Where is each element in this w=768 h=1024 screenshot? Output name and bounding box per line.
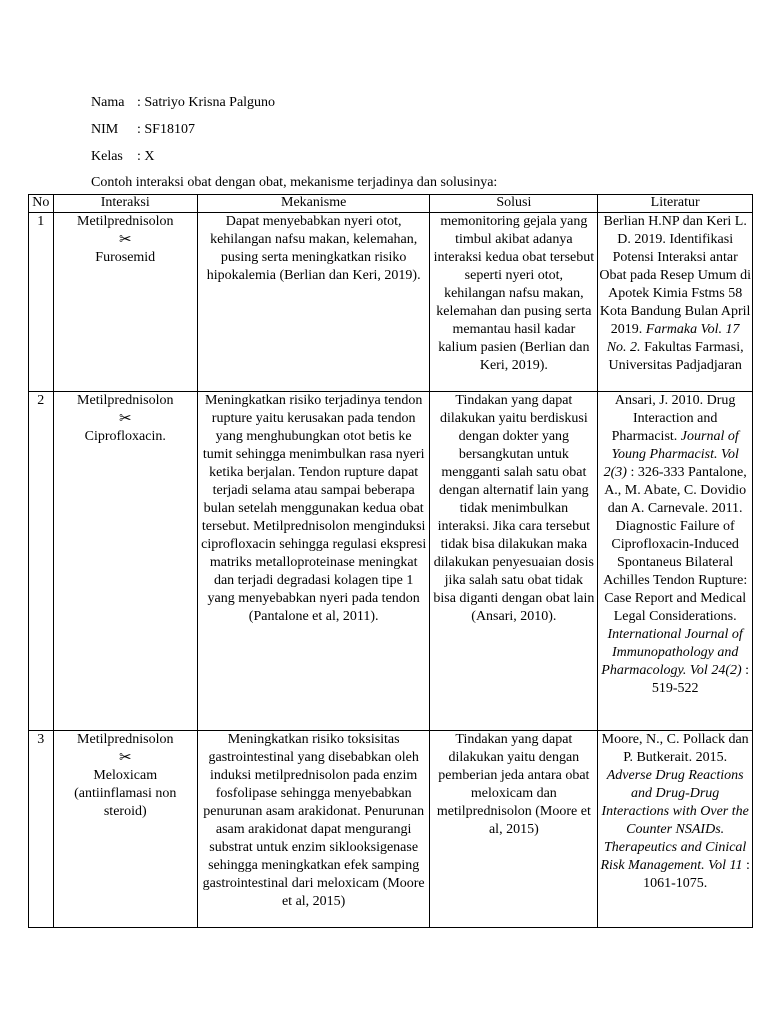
row-number: 2 xyxy=(29,392,54,731)
interaction-symbol-icon: ✂ xyxy=(118,750,132,766)
reference-end-2: : 519-522 xyxy=(651,663,750,696)
column-header-solusi: Solusi xyxy=(430,195,598,213)
row-number: 3 xyxy=(29,731,54,928)
reference-journal-2: International Journal of Immunopathology and Pharmacology. Vol 24(2) xyxy=(601,627,743,678)
reference-end: Fakultas Farmasi, Universitas Padjadjaran xyxy=(608,340,744,373)
kelas-label: Kelas xyxy=(91,149,123,164)
reference-end: : 326-333 xyxy=(630,465,685,480)
name-value: : Satriyo Krisna Palguno xyxy=(137,95,276,110)
reference-journal: Adverse Drug Reactions and Drug-Drug Interactions with Over the Counter NSAIDs. Therapeutics and Cinical Risk Management. Vol 11 xyxy=(600,768,749,873)
column-header-interaksi: Interaksi xyxy=(53,195,197,213)
reference-cell xyxy=(598,731,753,928)
interaction-cell xyxy=(53,392,197,731)
interaction-cell xyxy=(53,731,197,928)
drug-a: Metilprednisolon xyxy=(77,732,174,747)
drug-b: Meloxicam xyxy=(93,768,158,783)
drug-a: Metilprednisolon xyxy=(77,393,174,408)
interaction-cell xyxy=(53,213,197,392)
nim-label: NIM xyxy=(91,122,119,137)
reference-end: : 1061-1075. xyxy=(643,858,750,891)
mechanism-cell: Dapat menyebabkan nyeri otot, kehilangan nafsu makan, kelemahan, pusing serta meningkatkan risiko hipokalemia (Berlian dan Keri, 2019). xyxy=(197,213,429,392)
drug-b-note: (antiinflamasi non steroid) xyxy=(74,786,177,819)
column-header-no: No xyxy=(29,195,54,213)
name-label: Nama xyxy=(91,95,125,110)
table-row xyxy=(29,392,753,731)
drug-b: Furosemid xyxy=(95,250,156,265)
interaction-table xyxy=(28,194,753,928)
reference-text: Moore, N., C. Pollack dan P. Butkerait. 2015. xyxy=(601,732,749,765)
reference-text: Ansari, J. 2010. Drug Interaction and Pharmacist. xyxy=(611,393,736,444)
intro-text: Contoh interaksi obat dengan obat, mekanisme terjadinya dan solusinya: xyxy=(91,175,498,190)
reference-journal: Farmaka Vol. 17 No. 2. xyxy=(606,322,740,355)
reference-cell xyxy=(598,213,753,392)
row-number: 1 xyxy=(29,213,54,392)
drug-a: Metilprednisolon xyxy=(77,214,174,229)
reference-journal: Journal of Young Pharmacist. Vol 2(3) xyxy=(603,429,739,480)
solution-cell: Tindakan yang dapat dilakukan yaitu berdiskusi dengan dokter yang bersangkutan untuk mengganti salah satu obat dengan alternatif lain yang tidak menimbulkan interaksi. Jika cara tersebut tidak bisa dilakukan maka dilakukan penyesuaian dosis jika salah satu obat tidak bisa diganti dengan obat lain (Ansari, 2010). xyxy=(430,392,598,731)
column-header-literatur: Literatur xyxy=(598,195,753,213)
mechanism-cell: Meningkatkan risiko terjadinya tendon rupture yaitu kerusakan pada tendon yang menghubungkan otot betis ke tumit sehingga menimbulkan rasa nyeri ketika berjalan. Tendon rupture dapat terjadi selama atau sampai beberapa bulan setelah menggunakan kedua obat tersebut. Metilprednisolon menginduksi ciprofloxacin sehingga regulasi ekspresi matriks metalloproteinase meningkat dan terjadi degradasi kolagen tipe 1 yang menyebabkan nyeri pada tendon (Pantalone et al, 2011). xyxy=(197,392,429,731)
table-row xyxy=(29,731,753,928)
kelas-value: : X xyxy=(137,149,155,164)
interaction-symbol-icon: ✂ xyxy=(118,411,132,427)
nim-value: : SF18107 xyxy=(137,122,195,137)
interaction-symbol-icon: ✂ xyxy=(118,232,132,248)
reference-text: Berlian H.NP dan Keri L. D. 2019. Identifikasi Potensi Interaksi antar Obat pada Resep Umum di Apotek Kimia Fstms 58 Kota Bandung Bulan April 2019. xyxy=(599,214,751,337)
drug-b: Ciprofloxacin. xyxy=(84,429,166,444)
mechanism-cell: Meningkatkan risiko toksisitas gastrointestinal yang disebabkan oleh induksi metilprednisolon pada enzim fosfolipase sehingga menyebabkan penurunan asam arakidonat. Penurunan asam arakidonat dapat mengurangi substrat untuk enzim siklooksigenase sehingga meningkatkan efek samping gastrointestinal dari meloxicam (Moore et al, 2015) xyxy=(197,731,429,928)
reference-text-2: Pantalone, A., M. Abate, C. Dovidio dan A. Carnevale. 2011. Diagnostic Failure of Ciprofloxacin-Induced Spontaneus Bilateral Achilles Tendon Rupture: Case Report and Medical Legal Considerations. xyxy=(603,465,748,624)
table-row xyxy=(29,213,753,392)
name-line xyxy=(91,94,275,112)
nim-line xyxy=(91,121,195,139)
table-header-row xyxy=(29,195,753,213)
kelas-line xyxy=(91,148,155,166)
solution-cell: memonitoring gejala yang timbul akibat adanya interaksi kedua obat tersebut seperti nyeri otot, kehilangan nafsu makan, kelemahan dan pusing serta memantau hasil kadar kalium pasien (Berlian dan Keri, 2019). xyxy=(430,213,598,392)
solution-cell: Tindakan yang dapat dilakukan yaitu dengan pemberian jeda antara obat meloxicam dan metilprednisolon (Moore et al, 2015) xyxy=(430,731,598,928)
column-header-mekanisme: Mekanisme xyxy=(197,195,429,213)
reference-cell xyxy=(598,392,753,731)
